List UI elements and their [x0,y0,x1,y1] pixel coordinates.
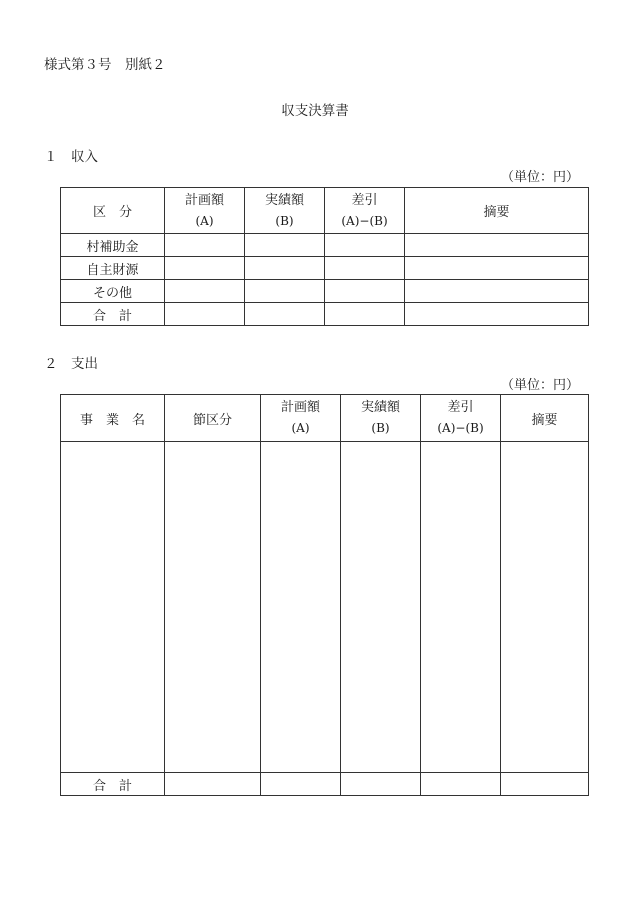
income-cell-remarks [405,234,589,257]
income-header-planned-label: 計画額 [184,192,224,208]
expenditure-table [60,394,589,796]
income-header-category: 区 分 [61,188,165,234]
income-cell-planned [165,234,245,257]
income-cell-planned [165,303,245,326]
expenditure-cell-project [61,442,165,773]
income-row [61,234,589,257]
income-header-planned [165,188,245,234]
expenditure-header-remarks: 摘要 [501,395,589,442]
expenditure-header-actual-sub: (B) [371,421,390,435]
income-table [60,187,589,326]
income-total-row [61,303,589,326]
income-row-label: その他 [61,280,165,303]
income-header-difference-label: 差引 [351,192,378,208]
expenditure-cell-difference [421,442,501,773]
income-cell-actual [245,280,325,303]
income-header-difference-sub: (A)−(B) [341,213,388,228]
expenditure-header-actual-label: 実績額 [360,400,400,415]
expenditure-cell-planned [261,773,341,796]
expenditure-header-item: 節区分 [165,395,261,442]
income-cell-remarks [405,280,589,303]
expenditure-header-planned-sub: (A) [291,421,310,435]
income-header-actual-label: 実績額 [264,192,304,208]
income-row-label: 自主財源 [61,257,165,280]
expenditure-unit-label: （単位：円） [500,378,579,393]
expenditure-body-row [61,442,589,773]
income-row [61,257,589,280]
income-header-actual-sub: (B) [275,213,294,228]
expenditure-header-planned-label: 計画額 [280,400,320,415]
expenditure-header-actual [341,395,421,442]
income-header-row [61,188,589,234]
expenditure-cell-remarks [501,773,589,796]
page-title: 収支決算書 [281,103,349,119]
income-section-title: １ 収入 [44,149,98,165]
expenditure-header-planned [261,395,341,442]
expenditure-header-difference-sub: (A)−(B) [437,421,484,435]
expenditure-total-row [61,773,589,796]
income-cell-actual [245,257,325,280]
income-cell-difference [325,257,405,280]
expenditure-cell-actual [341,442,421,773]
expenditure-header-difference-label: 差引 [447,400,474,415]
income-cell-difference [325,234,405,257]
income-cell-planned [165,257,245,280]
income-header-planned-sub: (A) [195,213,214,228]
income-cell-actual [245,234,325,257]
expenditure-cell-remarks [501,442,589,773]
form-label: 様式第３号 別紙２ [44,57,166,73]
income-cell-planned [165,280,245,303]
expenditure-cell-item [165,442,261,773]
income-cell-remarks [405,303,589,326]
income-header-difference [325,188,405,234]
income-cell-actual [245,303,325,326]
income-header-actual [245,188,325,234]
income-cell-difference [325,303,405,326]
income-header-remarks: 摘要 [405,188,589,234]
income-cell-remarks [405,257,589,280]
income-row [61,280,589,303]
expenditure-header-project: 事 業 名 [61,395,165,442]
income-cell-difference [325,280,405,303]
expenditure-cell-actual [341,773,421,796]
expenditure-cell-planned [261,442,341,773]
expenditure-cell-item [165,773,261,796]
expenditure-total-label: 合 計 [61,773,165,796]
expenditure-header-row [61,395,589,442]
expenditure-header-difference [421,395,501,442]
expenditure-section-title: ２ 支出 [44,356,98,372]
income-total-label: 合 計 [61,303,165,326]
expenditure-cell-difference [421,773,501,796]
income-unit-label: （単位：円） [500,170,579,185]
income-row-label: 村補助金 [61,234,165,257]
